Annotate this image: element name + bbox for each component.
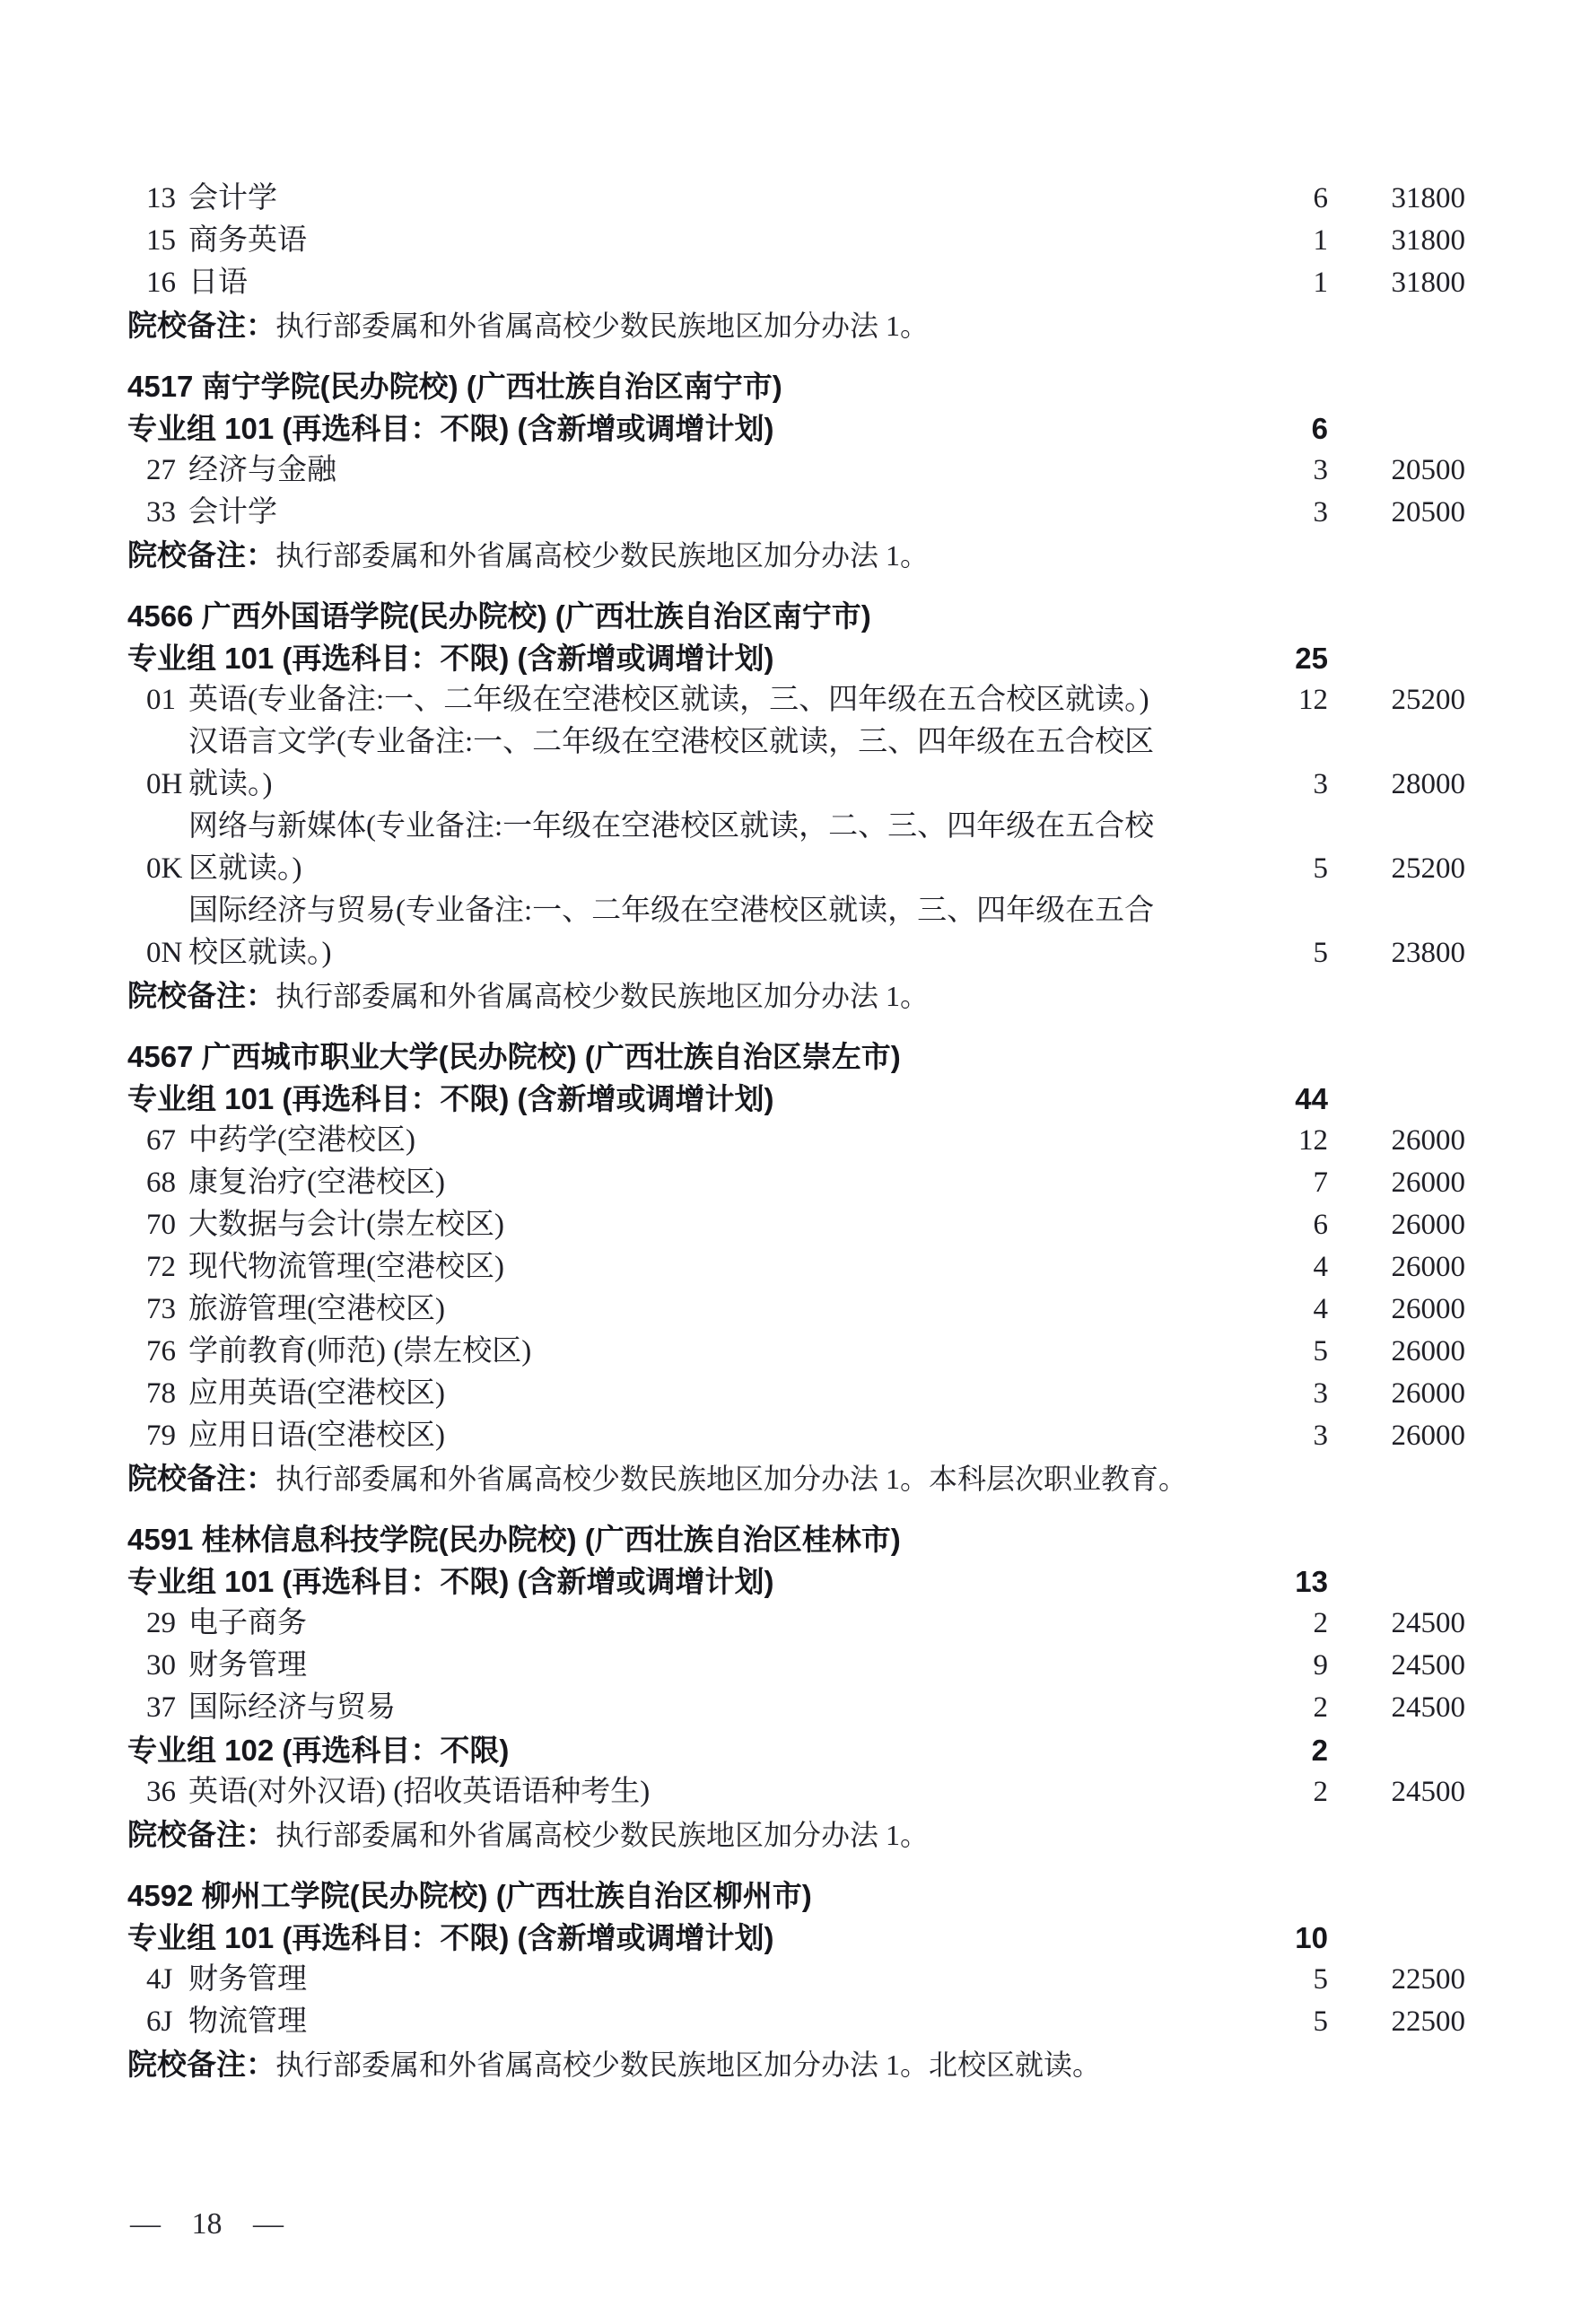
major-quota: 3 bbox=[1313, 768, 1328, 800]
major-quota: 3 bbox=[1313, 454, 1328, 486]
major-code: 33 bbox=[146, 496, 176, 529]
major-fee: 24500 bbox=[1391, 1607, 1465, 1639]
major-row bbox=[0, 721, 1465, 806]
major-code: 76 bbox=[146, 1335, 176, 1367]
remark-label: 院校备注： bbox=[127, 1462, 275, 1495]
major-fee: 25200 bbox=[1391, 684, 1465, 716]
major-quota: 5 bbox=[1313, 852, 1328, 885]
major-name: 商务英语 bbox=[188, 224, 307, 257]
university-section bbox=[0, 1518, 1590, 1862]
major-name: 财务管理 bbox=[188, 1649, 307, 1682]
major-row bbox=[0, 806, 1465, 890]
group-quota: 13 bbox=[1295, 1565, 1328, 1598]
major-row bbox=[0, 1603, 1465, 1645]
major-quota: 3 bbox=[1313, 496, 1328, 529]
university-section bbox=[0, 365, 1590, 582]
major-fee: 26000 bbox=[1391, 1166, 1465, 1199]
major-row bbox=[0, 1373, 1465, 1415]
university-header: 4517 南宁学院(民办院校) (广西壮族自治区南宁市) bbox=[127, 370, 782, 403]
major-name: 会计学 bbox=[188, 182, 277, 214]
major-quota: 3 bbox=[1313, 1377, 1328, 1410]
major-row bbox=[0, 178, 1465, 220]
major-fee: 26000 bbox=[1391, 1335, 1465, 1367]
major-code: 37 bbox=[146, 1691, 176, 1724]
major-quota: 12 bbox=[1298, 684, 1328, 716]
remark-text: 执行部委属和外省属高校少数民族地区加分办法 1。 bbox=[275, 1819, 930, 1851]
major-quota: 7 bbox=[1313, 1166, 1328, 1199]
major-name: 学前教育(师范) (崇左校区) bbox=[188, 1335, 532, 1367]
major-fee: 24500 bbox=[1391, 1691, 1465, 1724]
major-row bbox=[0, 492, 1465, 534]
major-quota: 12 bbox=[1298, 1124, 1328, 1157]
remark-text: 执行部委属和外省属高校少数民族地区加分办法 1。本科层次职业教育。 bbox=[275, 1463, 1188, 1495]
major-name: 英语(专业备注:一、二年级在空港校区就读，三、四年级在五合校区就读。) bbox=[188, 684, 1149, 716]
major-name: 汉语言文学(专业备注:一、二年级在空港校区就读，三、四年级在五合校区就读。) bbox=[188, 726, 1155, 800]
major-name: 英语(对外汉语) (招收英语语种考生) bbox=[188, 1776, 651, 1808]
major-row bbox=[0, 1289, 1465, 1331]
page-footer bbox=[130, 2203, 284, 2245]
major-code: 30 bbox=[146, 1649, 176, 1682]
major-quota: 3 bbox=[1313, 1420, 1328, 1452]
major-group-header: 专业组 101 (再选科目：不限) (含新增或调增计划) bbox=[127, 1082, 774, 1115]
major-group-header: 专业组 101 (再选科目：不限) (含新增或调增计划) bbox=[127, 642, 774, 675]
university-section bbox=[0, 1874, 1590, 2092]
remark-row bbox=[0, 1813, 1590, 1862]
major-row bbox=[0, 262, 1465, 304]
major-quota: 6 bbox=[1313, 1209, 1328, 1241]
major-group-row bbox=[0, 1729, 1328, 1771]
major-row bbox=[0, 1959, 1465, 2001]
remark-row bbox=[0, 534, 1590, 582]
major-fee: 23800 bbox=[1391, 937, 1465, 969]
major-row bbox=[0, 1162, 1465, 1204]
major-code: 72 bbox=[146, 1251, 176, 1283]
major-fee: 26000 bbox=[1391, 1420, 1465, 1452]
major-quota: 2 bbox=[1313, 1691, 1328, 1724]
major-quota: 5 bbox=[1313, 2005, 1328, 2038]
major-name: 中药学(空港校区) bbox=[188, 1124, 415, 1157]
university-header: 4567 广西城市职业大学(民办院校) (广西壮族自治区崇左市) bbox=[127, 1040, 901, 1073]
major-fee: 25200 bbox=[1391, 852, 1465, 885]
major-name: 康复治疗(空港校区) bbox=[188, 1166, 445, 1199]
major-fee: 28000 bbox=[1391, 768, 1465, 800]
major-quota: 5 bbox=[1313, 1335, 1328, 1367]
major-group-row bbox=[0, 1917, 1328, 1959]
major-row bbox=[0, 1246, 1465, 1289]
major-row bbox=[0, 2001, 1465, 2043]
major-fee: 22500 bbox=[1391, 1963, 1465, 1996]
major-name: 应用日语(空港校区) bbox=[188, 1420, 445, 1452]
major-code: 78 bbox=[146, 1377, 176, 1410]
major-row bbox=[0, 890, 1465, 974]
major-code: 29 bbox=[146, 1607, 176, 1639]
university-header: 4591 桂林信息科技学院(民办院校) (广西壮族自治区桂林市) bbox=[127, 1523, 901, 1556]
major-group-row bbox=[0, 1078, 1328, 1120]
major-code: 01 bbox=[146, 684, 176, 716]
major-quota: 1 bbox=[1313, 224, 1328, 257]
major-code: 13 bbox=[146, 182, 176, 214]
remark-label: 院校备注： bbox=[127, 309, 275, 342]
remark-row bbox=[0, 1457, 1590, 1506]
group-quota: 6 bbox=[1311, 412, 1328, 445]
major-name: 经济与金融 bbox=[188, 454, 336, 486]
major-group-row bbox=[0, 637, 1328, 679]
major-code: 15 bbox=[146, 224, 176, 257]
remark-text: 执行部委属和外省属高校少数民族地区加分办法 1。北校区就读。 bbox=[275, 2049, 1102, 2081]
major-quota: 5 bbox=[1313, 937, 1328, 969]
major-code: 36 bbox=[146, 1776, 176, 1808]
remark-text: 执行部委属和外省属高校少数民族地区加分办法 1。 bbox=[275, 980, 930, 1012]
major-fee: 22500 bbox=[1391, 2005, 1465, 2038]
major-code: 73 bbox=[146, 1293, 176, 1325]
major-group-header: 专业组 101 (再选科目：不限) (含新增或调增计划) bbox=[127, 1921, 774, 1954]
remark-row bbox=[0, 974, 1590, 1023]
major-fee: 20500 bbox=[1391, 496, 1465, 529]
major-code: 0K bbox=[146, 852, 183, 885]
remark-label: 院校备注： bbox=[127, 538, 275, 572]
major-fee: 26000 bbox=[1391, 1209, 1465, 1241]
major-name: 应用英语(空港校区) bbox=[188, 1377, 445, 1410]
major-quota: 6 bbox=[1313, 182, 1328, 214]
major-quota: 9 bbox=[1313, 1649, 1328, 1682]
major-group-header: 专业组 101 (再选科目：不限) (含新增或调增计划) bbox=[127, 1565, 774, 1598]
remark-text: 执行部委属和外省属高校少数民族地区加分办法 1。 bbox=[275, 310, 930, 342]
major-code: 79 bbox=[146, 1420, 176, 1452]
major-quota: 1 bbox=[1313, 266, 1328, 299]
major-code: 68 bbox=[146, 1166, 176, 1199]
page-number: — 18 — bbox=[130, 2207, 284, 2241]
remark-label: 院校备注： bbox=[127, 2048, 275, 2081]
major-group-header: 专业组 102 (再选科目：不限) bbox=[127, 1734, 510, 1767]
major-row bbox=[0, 1204, 1465, 1246]
remark-row bbox=[0, 304, 1590, 353]
enrollment-plan-content bbox=[0, 178, 1590, 2092]
major-fee: 26000 bbox=[1391, 1124, 1465, 1157]
major-name: 旅游管理(空港校区) bbox=[188, 1293, 445, 1325]
major-row bbox=[0, 1687, 1465, 1729]
major-code: 0H bbox=[146, 768, 183, 800]
major-name: 国际经济与贸易(专业备注:一、二年级在空港校区就读，三、四年级在五合校区就读。) bbox=[188, 895, 1155, 969]
major-code: 6J bbox=[146, 2005, 173, 2038]
major-name: 大数据与会计(崇左校区) bbox=[188, 1209, 504, 1241]
remark-label: 院校备注： bbox=[127, 1818, 275, 1851]
major-row bbox=[0, 1645, 1465, 1687]
major-name: 日语 bbox=[188, 266, 248, 299]
group-quota: 10 bbox=[1295, 1921, 1328, 1954]
major-code: 67 bbox=[146, 1124, 176, 1157]
major-fee: 26000 bbox=[1391, 1377, 1465, 1410]
group-quota: 25 bbox=[1295, 642, 1328, 675]
major-group-row bbox=[0, 407, 1328, 450]
university-section bbox=[0, 1035, 1590, 1506]
remark-label: 院校备注： bbox=[127, 979, 275, 1012]
major-fee: 31800 bbox=[1391, 266, 1465, 299]
major-code: 27 bbox=[146, 454, 176, 486]
major-name: 电子商务 bbox=[188, 1607, 307, 1639]
major-row bbox=[0, 1771, 1465, 1813]
university-header: 4566 广西外国语学院(民办院校) (广西壮族自治区南宁市) bbox=[127, 599, 871, 633]
major-fee: 26000 bbox=[1391, 1251, 1465, 1283]
major-quota: 2 bbox=[1313, 1607, 1328, 1639]
major-row bbox=[0, 679, 1465, 721]
major-row bbox=[0, 1120, 1465, 1162]
major-quota: 4 bbox=[1313, 1293, 1328, 1325]
university-section bbox=[0, 178, 1590, 353]
major-fee: 20500 bbox=[1391, 454, 1465, 486]
major-name: 国际经济与贸易 bbox=[188, 1691, 396, 1724]
major-row bbox=[0, 450, 1465, 492]
major-fee: 24500 bbox=[1391, 1776, 1465, 1808]
major-group-header: 专业组 101 (再选科目：不限) (含新增或调增计划) bbox=[127, 412, 774, 445]
group-quota: 2 bbox=[1311, 1734, 1328, 1767]
major-fee: 31800 bbox=[1391, 224, 1465, 257]
major-row bbox=[0, 1331, 1465, 1373]
major-quota: 4 bbox=[1313, 1251, 1328, 1283]
major-name: 财务管理 bbox=[188, 1963, 307, 1996]
major-code: 0N bbox=[146, 937, 183, 969]
major-row bbox=[0, 1415, 1465, 1457]
major-code: 4J bbox=[146, 1963, 173, 1996]
major-code: 70 bbox=[146, 1209, 176, 1241]
remark-text: 执行部委属和外省属高校少数民族地区加分办法 1。 bbox=[275, 539, 930, 572]
group-quota: 44 bbox=[1295, 1082, 1328, 1115]
university-section bbox=[0, 595, 1590, 1023]
university-header: 4592 柳州工学院(民办院校) (广西壮族自治区柳州市) bbox=[127, 1879, 812, 1912]
major-quota: 5 bbox=[1313, 1963, 1328, 1996]
remark-row bbox=[0, 2043, 1590, 2092]
major-fee: 24500 bbox=[1391, 1649, 1465, 1682]
major-name: 现代物流管理(空港校区) bbox=[188, 1251, 504, 1283]
major-fee: 31800 bbox=[1391, 182, 1465, 214]
major-row bbox=[0, 220, 1465, 262]
major-fee: 26000 bbox=[1391, 1293, 1465, 1325]
major-name: 会计学 bbox=[188, 496, 277, 529]
major-code: 16 bbox=[146, 266, 176, 299]
major-group-row bbox=[0, 1560, 1328, 1603]
major-quota: 2 bbox=[1313, 1776, 1328, 1808]
major-name: 网络与新媒体(专业备注:一年级在空港校区就读，二、三、四年级在五合校区就读。) bbox=[188, 810, 1155, 885]
major-name: 物流管理 bbox=[188, 2005, 307, 2038]
